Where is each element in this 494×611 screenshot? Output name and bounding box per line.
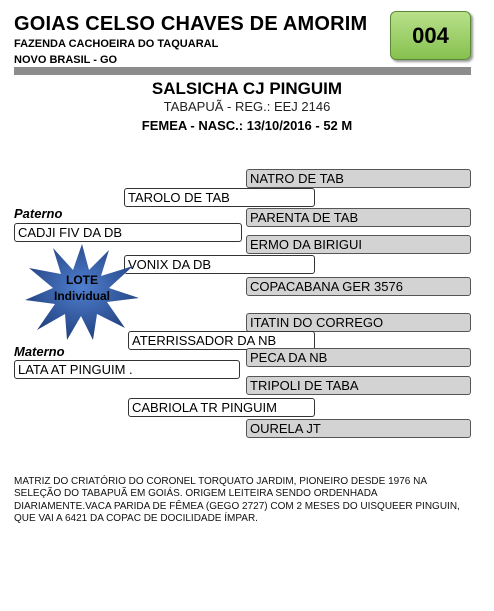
pedigree-dam-dam-sire: TRIPOLI DE TABA xyxy=(246,376,471,395)
pedigree-sire-sire-dam: PARENTA DE TAB xyxy=(246,208,471,227)
lote-individual-badge xyxy=(23,242,141,342)
pedigree-dam-sire-sire: ITATIN DO CORREGO xyxy=(246,313,471,332)
pedigree-sire-dam-sire: ERMO DA BIRIGUI xyxy=(246,235,471,254)
pedigree-sire-dam-dam: COPACABANA GER 3576 xyxy=(246,277,471,296)
pedigree-dam-sire: ATERRISSADOR DA NB xyxy=(128,331,315,350)
city-name: NOVO BRASIL - GO xyxy=(14,54,118,66)
farm-name: FAZENDA CACHOEIRA DO TAQUARAL xyxy=(14,38,219,50)
pedigree-sire-sire-sire: NATRO DE TAB xyxy=(246,169,471,188)
pedigree-dam-dam: CABRIOLA TR PINGUIM xyxy=(128,398,315,417)
badge-line1: LOTE xyxy=(66,273,98,287)
pedigree-sire-dam: VONIX DA DB xyxy=(124,255,315,274)
pedigree-sire: CADJI FIV DA DB xyxy=(14,223,242,242)
materno-label: Materno xyxy=(14,344,65,359)
paterno-label: Paterno xyxy=(14,206,63,221)
animal-notes: MATRIZ DO CRIATÓRIO DO CORONEL TORQUATO JARDIM, PIONEIRO DESDE 1976 NA SELEÇÃO DO TABAPUÃ EM GOIÁS. ORIGEM LEITEIRA SENDO ORDENHADA DIARIAMENTE.VACA PARIDA DE FÊMEA (GEGO 2727) COM 2 MESES DO UISQUEER PINGUIN, QUE VAI A 6421 DA COPAC DE DOCILIDADE ÍMPAR. xyxy=(14,476,460,525)
header-divider xyxy=(14,67,471,75)
animal-name: SALSICHA CJ PINGUIM xyxy=(151,79,343,98)
pedigree-sire-sire: TAROLO DE TAB xyxy=(124,188,315,207)
sex-birth-line: FEMEA - NASC.: 13/10/2016 - 52 M xyxy=(141,118,353,133)
pedigree-dam: LATA AT PINGUIM . xyxy=(14,360,240,379)
pedigree-dam-sire-dam: PECA DA NB xyxy=(246,348,471,367)
pedigree-dam-dam-dam: OURELA JT xyxy=(246,419,471,438)
owner-name: GOIAS CELSO CHAVES DE AMORIM xyxy=(14,13,368,35)
badge-line2: Individual xyxy=(53,289,110,303)
lot-number-badge: 004 xyxy=(390,11,471,60)
breed-registration: TABAPUÃ - REG.: EEJ 2146 xyxy=(163,99,331,114)
